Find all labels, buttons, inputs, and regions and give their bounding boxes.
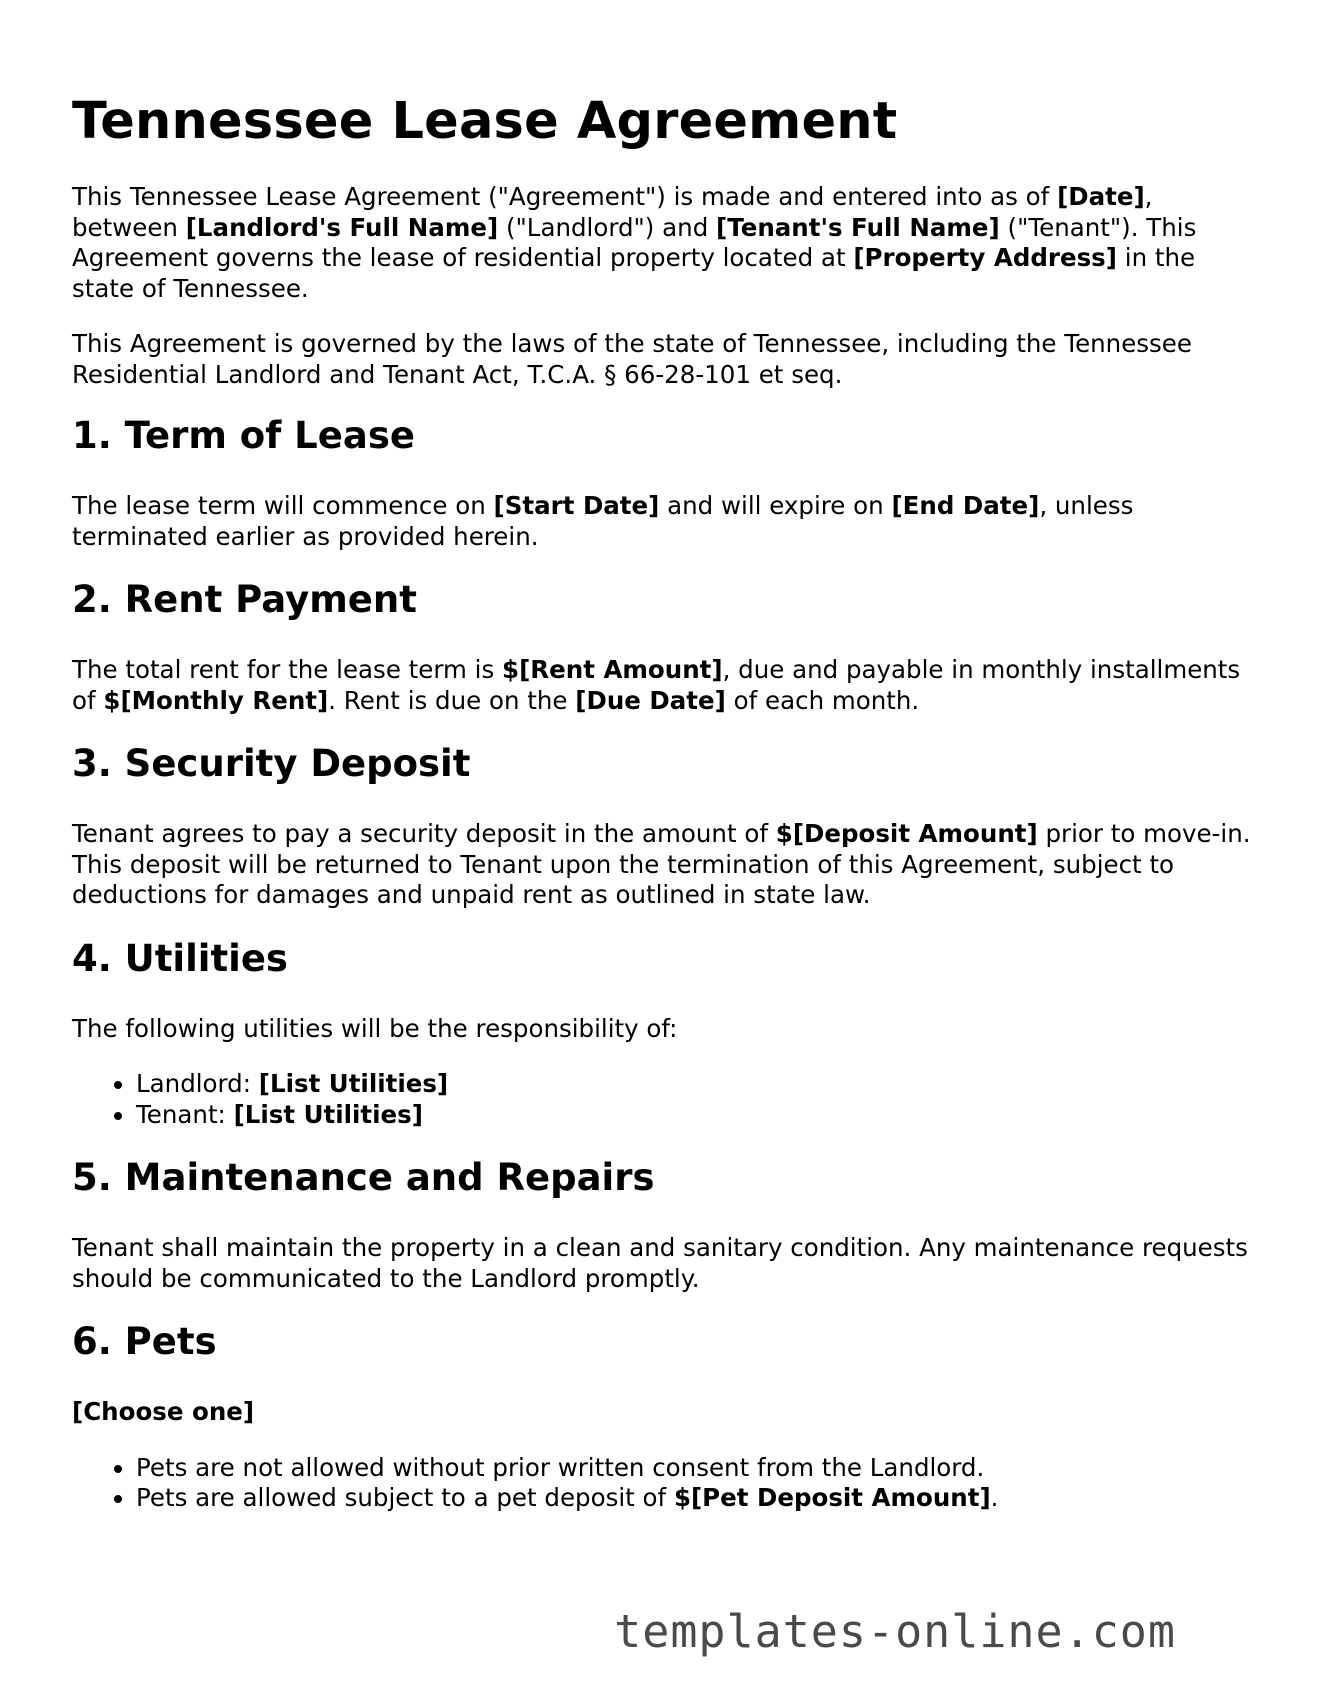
utilities-landlord-label: Landlord: (136, 1069, 259, 1098)
intro-text-3: ("Landlord") and (498, 212, 717, 242)
deposit-amount-placeholder: $[Deposit Amount] (775, 819, 1038, 848)
section-heading-rent: 2. Rent Payment (72, 578, 417, 621)
tenant-name-placeholder: [Tenant's Full Name] (716, 212, 1000, 242)
intro-text-5: in the state of Tennessee. (72, 243, 1196, 303)
intro-text-4: ("Tenant"). This Agreement governs the lease of residential property located at (72, 212, 1197, 272)
due-date-placeholder: [Due Date] (575, 685, 726, 715)
document-page (72, 0, 1262, 1514)
list-item (136, 1453, 1262, 1484)
utilities-list (72, 1069, 1262, 1130)
pet-deposit-placeholder: $[Pet Deposit Amount] (673, 1483, 991, 1512)
utilities-landlord-placeholder: [List Utilities] (258, 1069, 449, 1098)
pets-options-list (72, 1453, 1262, 1514)
maintenance-paragraph: Tenant shall maintain the property in a clean and sanitary condition. Any maintenance requests should be communicated to the Landlord promptly. (72, 1233, 1248, 1293)
list-item (136, 1069, 1262, 1100)
section-heading-maintenance: 5. Maintenance and Repairs (72, 1156, 655, 1199)
rent-text-3: . Rent is due on the (328, 685, 576, 715)
intro-text-2: , between (72, 182, 1153, 242)
intro-paragraph (72, 182, 1262, 304)
section-heading-utilities: 4. Utilities (72, 936, 288, 980)
section-heading-pets: 6. Pets (72, 1320, 217, 1363)
pets-option-not-allowed: Pets are not allowed without prior written consent from the Landlord. (136, 1452, 985, 1482)
intro-text-1: This Tennessee Lease Agreement ("Agreement") is made and entered into as of (72, 182, 1058, 211)
property-address-placeholder: [Property Address] (853, 243, 1117, 272)
landlord-name-placeholder: [Landlord's Full Name] (185, 212, 499, 242)
pets-choose-one-label: [Choose one] (72, 1397, 255, 1426)
term-text-1: The lease term will commence on (72, 491, 494, 520)
utilities-tenant-label: Tenant: (136, 1099, 234, 1129)
monthly-rent-placeholder: $[Monthly Rent] (103, 685, 329, 715)
governing-law-paragraph: This Agreement is governed by the laws of the state of Tennessee, including the Tennessee Residential Landlord and Tenant Act, T.C.A. § 66-28-101 et seq. (72, 329, 1192, 389)
utilities-paragraph: The following utilities will be the responsibility of: (72, 1013, 678, 1043)
watermark-text: templates-online.com (614, 1605, 1176, 1658)
document-title: Tennessee Lease Agreement (72, 92, 898, 151)
start-date-placeholder: [Start Date] (493, 491, 660, 520)
rent-text-2: , due and payable in monthly installments of (72, 655, 1241, 715)
rent-text-4: of each month. (725, 685, 920, 715)
term-text-2: and will expire on (659, 491, 892, 520)
rent-text-1: The total rent for the lease term is (72, 655, 503, 684)
term-text-3: , unless terminated earlier as provided herein. (72, 491, 1134, 551)
deposit-text-1: Tenant agrees to pay a security deposit in the amount of (72, 819, 776, 848)
date-placeholder: [Date] (1057, 182, 1145, 211)
rent-paragraph (72, 655, 1262, 716)
term-paragraph (72, 491, 1262, 552)
deposit-text-2: prior to move-in. This deposit will be returned to Tenant upon the termination of this Agreement, subject to deductions for damages and unpaid rent as outlined in state law. (72, 819, 1251, 909)
list-item (136, 1100, 1262, 1131)
section-heading-term: 1. Term of Lease (72, 414, 415, 457)
deposit-paragraph (72, 819, 1262, 911)
section-heading-deposit: 3. Security Deposit (72, 742, 471, 785)
pets-option-allowed-text: Pets are allowed subject to a pet deposit of (136, 1483, 674, 1512)
rent-amount-placeholder: $[Rent Amount] (502, 655, 723, 684)
utilities-tenant-placeholder: [List Utilities] (233, 1099, 423, 1129)
pets-option-allowed-end: . (990, 1483, 999, 1512)
end-date-placeholder: [End Date] (891, 491, 1040, 520)
list-item (136, 1483, 1262, 1514)
